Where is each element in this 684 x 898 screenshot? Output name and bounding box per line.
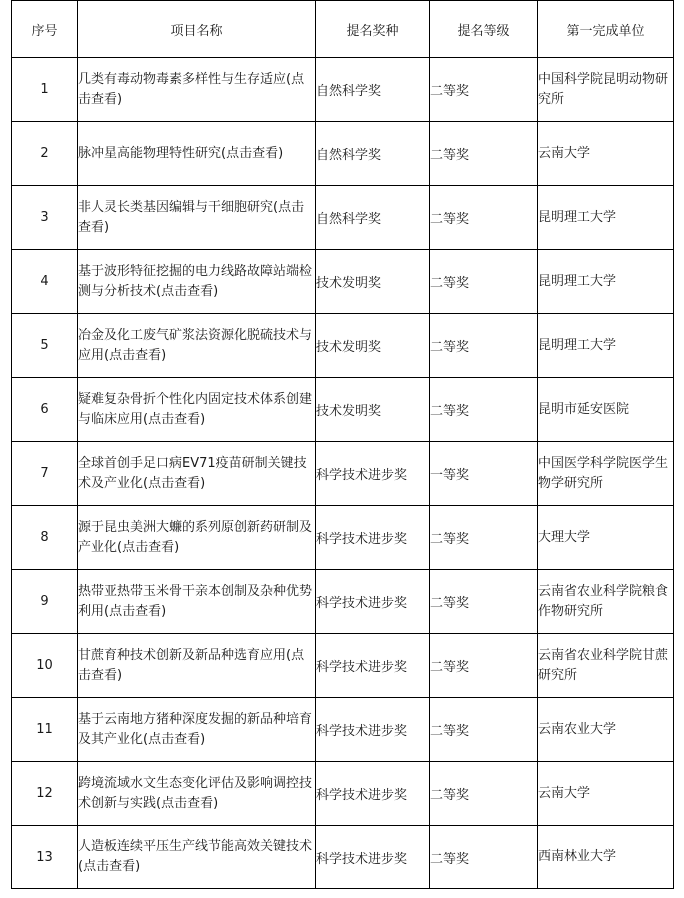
table-row	[12, 122, 674, 186]
project-name-link[interactable]: 跨境流域水文生态变化评估及影响调控技术创新与实践(点击查看)	[78, 762, 316, 826]
award-level: 二等奖	[430, 826, 538, 889]
award-level: 二等奖	[430, 762, 538, 826]
table-row	[12, 762, 674, 826]
award-level: 二等奖	[430, 506, 538, 570]
project-name-link[interactable]: 热带亚热带玉米骨干亲本创制及杂种优势利用(点击查看)	[78, 570, 316, 634]
award-level: 二等奖	[430, 570, 538, 634]
completion-unit: 昆明理工大学	[538, 314, 674, 378]
award-type: 科学技术进步奖	[316, 570, 430, 634]
table-body	[12, 58, 674, 889]
award-type: 自然科学奖	[316, 58, 430, 122]
table-row	[12, 698, 674, 762]
table-row	[12, 570, 674, 634]
row-number: 13	[12, 826, 78, 889]
project-name-link[interactable]: 非人灵长类基因编辑与干细胞研究(点击查看)	[78, 186, 316, 250]
table-row	[12, 442, 674, 506]
project-name-link[interactable]: 冶金及化工废气矿浆法资源化脱硫技术与应用(点击查看)	[78, 314, 316, 378]
award-level: 二等奖	[430, 122, 538, 186]
row-number: 11	[12, 698, 78, 762]
project-name-link[interactable]: 几类有毒动物毒素多样性与生存适应(点击查看)	[78, 58, 316, 122]
award-type: 科学技术进步奖	[316, 634, 430, 698]
award-level: 一等奖	[430, 442, 538, 506]
row-number: 3	[12, 186, 78, 250]
completion-unit: 大理大学	[538, 506, 674, 570]
header-award-type: 提名奖种	[316, 1, 430, 58]
project-name-link[interactable]: 疑难复杂骨折个性化内固定技术体系创建与临床应用(点击查看)	[78, 378, 316, 442]
completion-unit: 中国科学院昆明动物研究所	[538, 58, 674, 122]
award-level: 二等奖	[430, 58, 538, 122]
row-number: 6	[12, 378, 78, 442]
award-type: 技术发明奖	[316, 250, 430, 314]
header-unit: 第一完成单位	[538, 1, 674, 58]
completion-unit: 云南省农业科学院粮食作物研究所	[538, 570, 674, 634]
completion-unit: 昆明市延安医院	[538, 378, 674, 442]
project-name-link[interactable]: 全球首创手足口病EV71疫苗研制关键技术及产业化(点击查看)	[78, 442, 316, 506]
project-name-link[interactable]: 基于波形特征挖掘的电力线路故障站端检测与分析技术(点击查看)	[78, 250, 316, 314]
award-type: 自然科学奖	[316, 186, 430, 250]
row-number: 4	[12, 250, 78, 314]
completion-unit: 云南大学	[538, 762, 674, 826]
award-level: 二等奖	[430, 634, 538, 698]
completion-unit: 云南大学	[538, 122, 674, 186]
row-number: 5	[12, 314, 78, 378]
award-type: 技术发明奖	[316, 314, 430, 378]
award-type: 科学技术进步奖	[316, 762, 430, 826]
row-number: 9	[12, 570, 78, 634]
row-number: 7	[12, 442, 78, 506]
row-number: 1	[12, 58, 78, 122]
completion-unit: 昆明理工大学	[538, 186, 674, 250]
completion-unit: 中国医学科学院医学生物学研究所	[538, 442, 674, 506]
table-row	[12, 634, 674, 698]
header-project-name: 项目名称	[78, 1, 316, 58]
award-type: 科学技术进步奖	[316, 826, 430, 889]
table-row	[12, 186, 674, 250]
table-row	[12, 506, 674, 570]
table-row	[12, 826, 674, 889]
header-award-level: 提名等级	[430, 1, 538, 58]
row-number: 12	[12, 762, 78, 826]
completion-unit: 云南农业大学	[538, 698, 674, 762]
row-number: 10	[12, 634, 78, 698]
award-type: 科学技术进步奖	[316, 442, 430, 506]
award-level: 二等奖	[430, 378, 538, 442]
table-row	[12, 250, 674, 314]
completion-unit: 昆明理工大学	[538, 250, 674, 314]
project-name-link[interactable]: 甘蔗育种技术创新及新品种选育应用(点击查看)	[78, 634, 316, 698]
table-row	[12, 58, 674, 122]
project-name-link[interactable]: 人造板连续平压生产线节能高效关键技术(点击查看)	[78, 826, 316, 889]
award-type: 科学技术进步奖	[316, 698, 430, 762]
award-level: 二等奖	[430, 250, 538, 314]
awards-table	[11, 0, 674, 889]
award-type: 技术发明奖	[316, 378, 430, 442]
completion-unit: 云南省农业科学院甘蔗研究所	[538, 634, 674, 698]
table-row	[12, 378, 674, 442]
award-level: 二等奖	[430, 186, 538, 250]
row-number: 2	[12, 122, 78, 186]
table-row	[12, 314, 674, 378]
project-name-link[interactable]: 源于昆虫美洲大蠊的系列原创新药研制及产业化(点击查看)	[78, 506, 316, 570]
header-no: 序号	[12, 1, 78, 58]
header-row	[12, 1, 674, 58]
completion-unit: 西南林业大学	[538, 826, 674, 889]
award-type: 自然科学奖	[316, 122, 430, 186]
project-name-link[interactable]: 基于云南地方猪种深度发掘的新品种培育及其产业化(点击查看)	[78, 698, 316, 762]
award-type: 科学技术进步奖	[316, 506, 430, 570]
project-name-link[interactable]: 脉冲星高能物理特性研究(点击查看)	[78, 122, 316, 186]
table-header	[12, 1, 674, 58]
award-level: 二等奖	[430, 314, 538, 378]
row-number: 8	[12, 506, 78, 570]
award-level: 二等奖	[430, 698, 538, 762]
